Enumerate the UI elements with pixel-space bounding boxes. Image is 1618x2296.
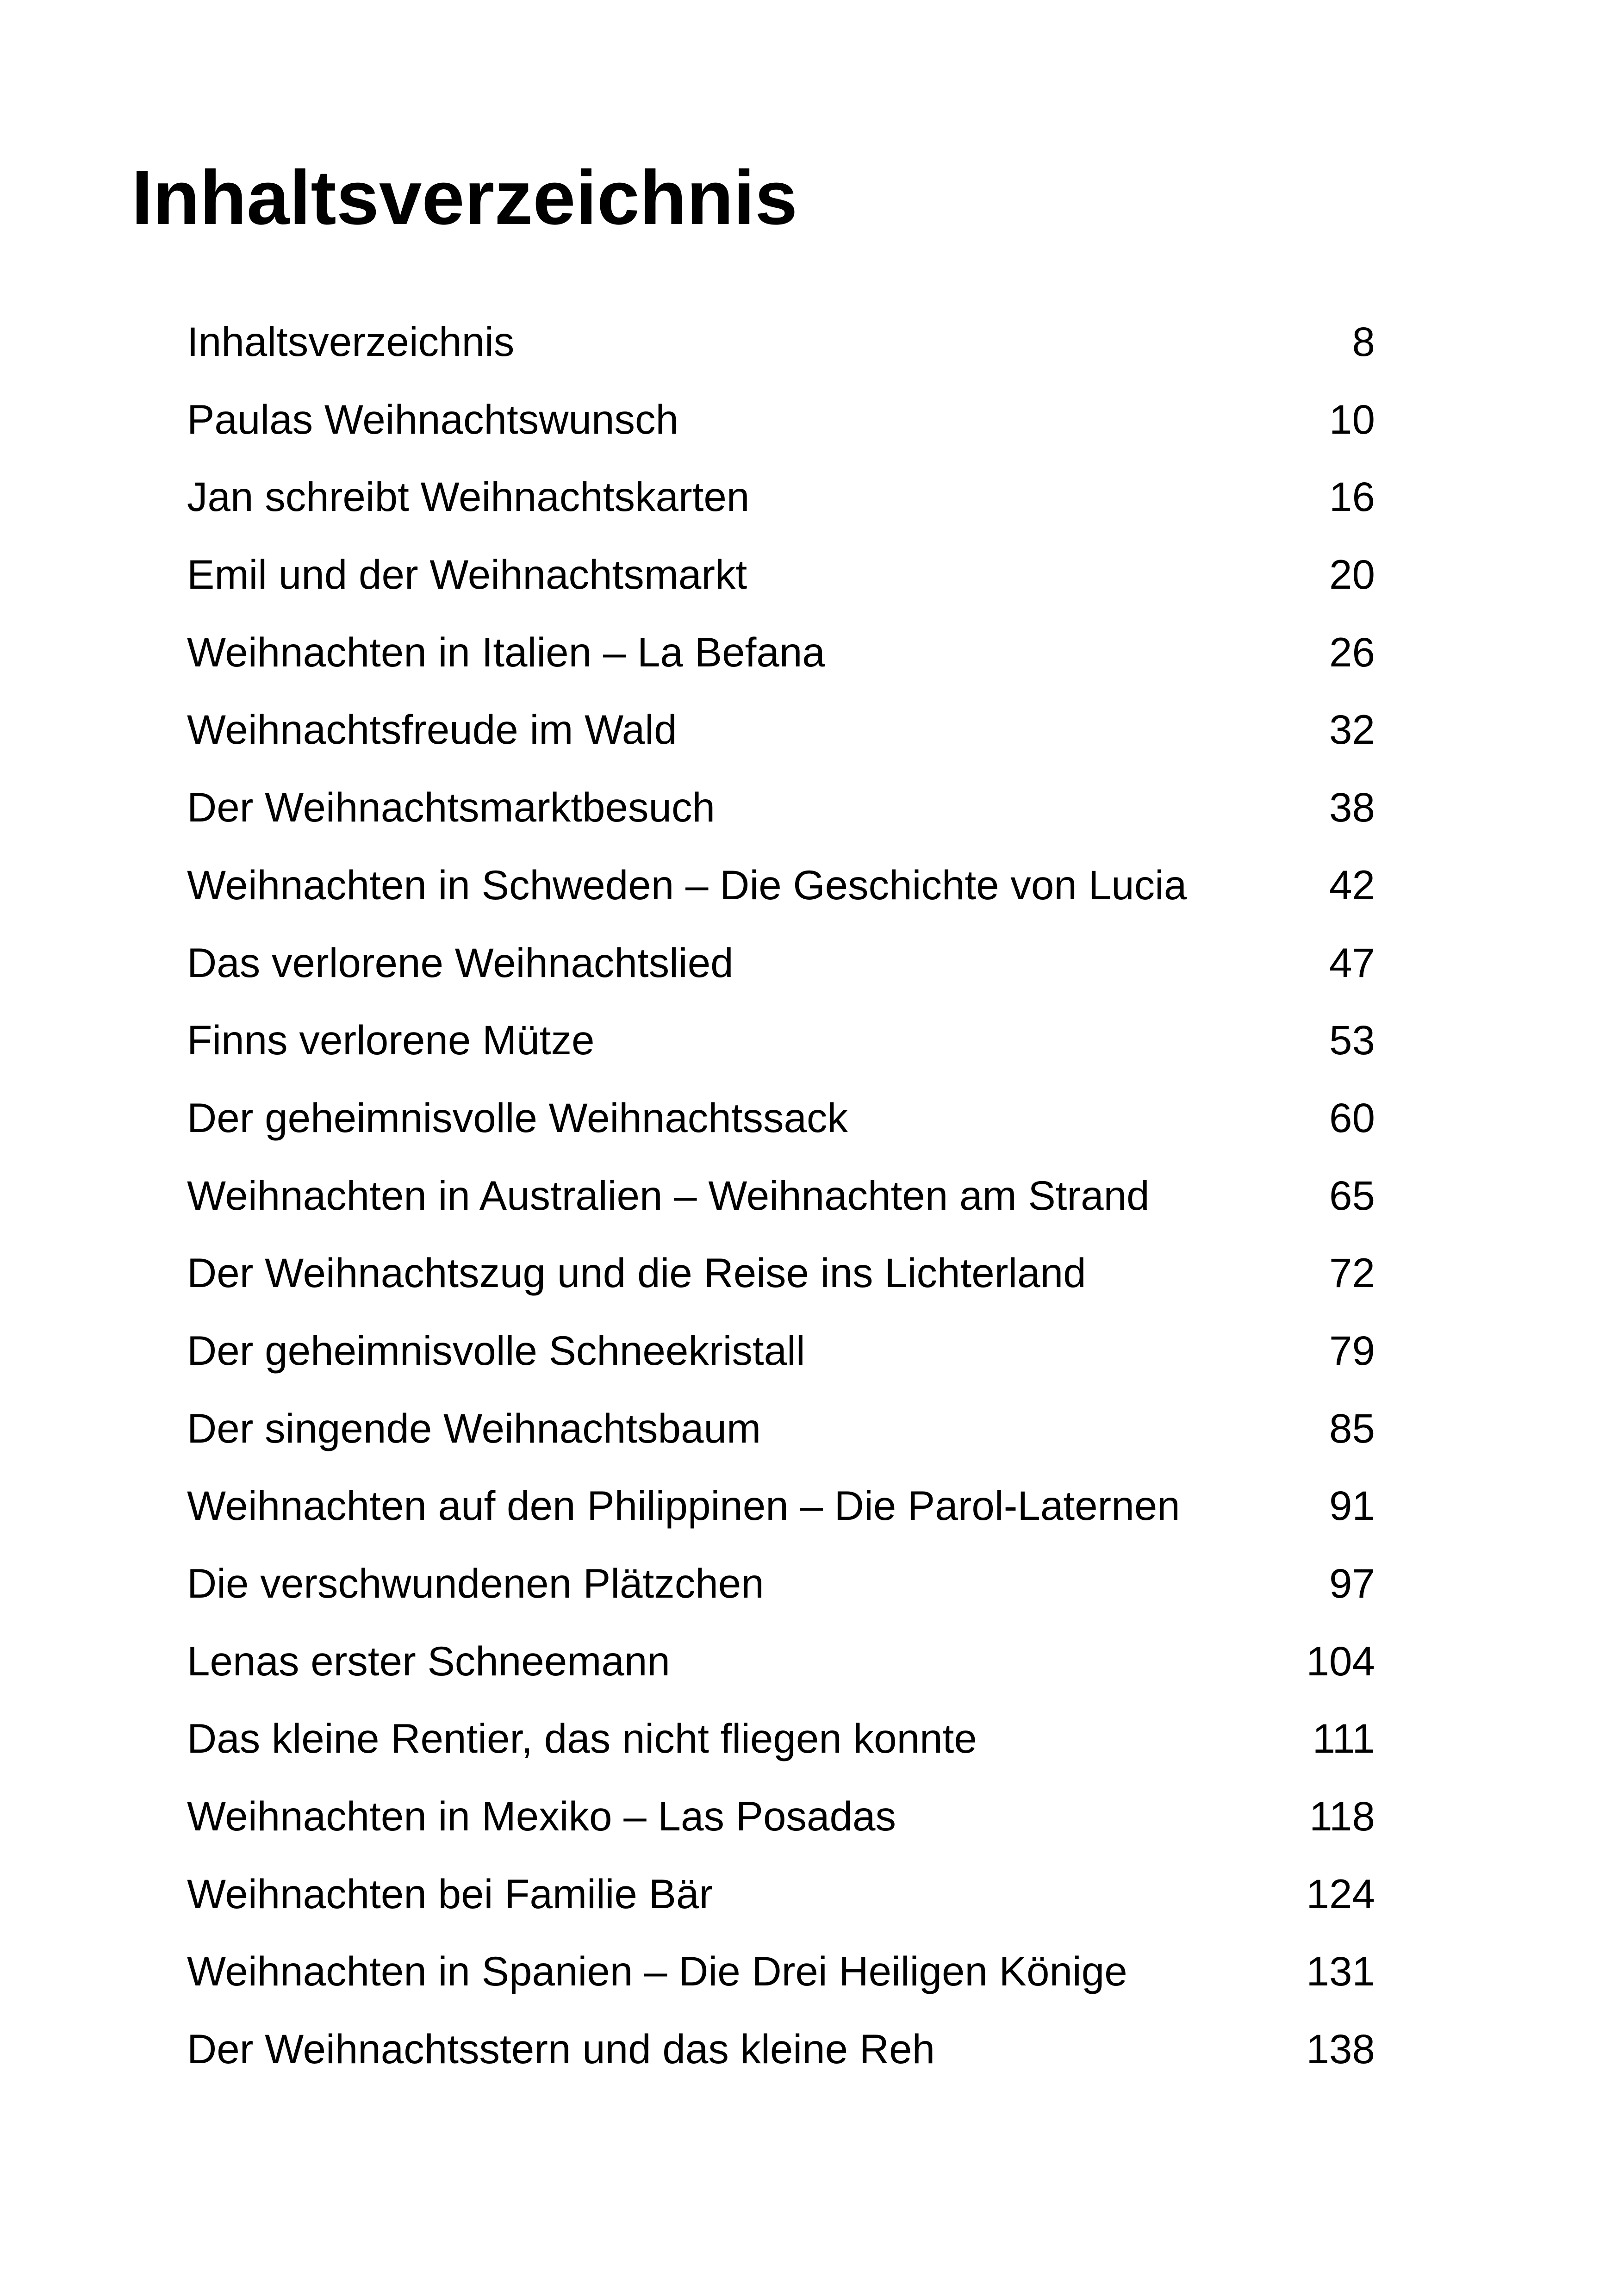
- toc-entry-title: Die verschwundenen Plätzchen: [187, 1560, 764, 1606]
- toc-entry-page: 10: [1329, 396, 1375, 442]
- toc-entry-page: 124: [1306, 1870, 1375, 1917]
- toc-entry: [187, 1312, 1375, 1390]
- toc-entry: [187, 1933, 1375, 2010]
- toc-entry-title: Emil und der Weihnachtsmarkt: [187, 551, 747, 598]
- toc-entry-page: 85: [1329, 1405, 1375, 1451]
- toc-entry-title: Der geheimnisvolle Weihnachtssack: [187, 1094, 848, 1141]
- toc-entry-page: 131: [1306, 1948, 1375, 1995]
- toc-entry-page: 138: [1306, 2026, 1375, 2072]
- toc-entry-page: 118: [1309, 1793, 1375, 1840]
- toc-entry-page: 72: [1329, 1250, 1375, 1296]
- toc-entry-title: Weihnachten in Mexiko – Las Posadas: [187, 1793, 896, 1840]
- toc-entry: [187, 691, 1375, 769]
- toc-entry: [187, 381, 1375, 459]
- toc-entry: [187, 1855, 1375, 1933]
- toc-entry: [187, 1390, 1375, 1468]
- toc-entry-page: 38: [1329, 784, 1375, 831]
- toc-entry-page: 8: [1352, 318, 1375, 365]
- toc-entry-page: 53: [1329, 1017, 1375, 1064]
- table-of-contents: [187, 303, 1375, 2088]
- toc-entry: [187, 458, 1375, 536]
- toc-entry-title: Weihnachten auf den Philippinen – Die Parol-Laternen: [187, 1482, 1180, 1529]
- toc-entry-page: 97: [1329, 1560, 1375, 1606]
- toc-entry-page: 32: [1329, 706, 1375, 753]
- toc-entry-page: 16: [1329, 473, 1375, 520]
- toc-entry-page: 20: [1329, 551, 1375, 598]
- toc-entry-title: Der singende Weihnachtsbaum: [187, 1405, 761, 1451]
- toc-entry: [187, 769, 1375, 846]
- toc-entry-title: Der Weihnachtsstern und das kleine Reh: [187, 2026, 935, 2072]
- toc-entry: [187, 1079, 1375, 1157]
- toc-entry: [187, 1234, 1375, 1312]
- toc-entry-page: 42: [1329, 861, 1375, 908]
- toc-entry-page: 111: [1312, 1715, 1375, 1762]
- toc-entry-title: Der geheimnisvolle Schneekristall: [187, 1327, 805, 1374]
- toc-entry-title: Weihnachten in Italien – La Befana: [187, 628, 825, 675]
- toc-entry-title: Weihnachten in Spanien – Die Drei Heiligen Könige: [187, 1948, 1127, 1995]
- toc-entry-title: Lenas erster Schneemann: [187, 1637, 670, 1684]
- toc-entry-title: Der Weihnachtsmarktbesuch: [187, 784, 716, 831]
- toc-entry: [187, 614, 1375, 691]
- toc-entry-title: Weihnachten in Schweden – Die Geschichte von Lucia: [187, 861, 1187, 908]
- toc-entry-title: Weihnachten bei Familie Bär: [187, 1870, 713, 1917]
- toc-entry-page: 79: [1329, 1327, 1375, 1374]
- toc-entry-page: 91: [1329, 1482, 1375, 1529]
- toc-entry-page: 47: [1329, 939, 1375, 986]
- toc-entry-page: 60: [1329, 1094, 1375, 1141]
- toc-entry-title: Weihnachtsfreude im Wald: [187, 706, 677, 753]
- toc-entry: [187, 924, 1375, 1002]
- toc-entry: [187, 2010, 1375, 2088]
- toc-entry-title: Das kleine Rentier, das nicht fliegen konnte: [187, 1715, 977, 1762]
- toc-entry-title: Finns verlorene Mütze: [187, 1017, 595, 1064]
- toc-entry-title: Der Weihnachtszug und die Reise ins Lichterland: [187, 1250, 1086, 1296]
- toc-entry: [187, 1545, 1375, 1623]
- toc-entry-page: 26: [1329, 628, 1375, 675]
- toc-entry-title: Weihnachten in Australien – Weihnachten am Strand: [187, 1172, 1150, 1219]
- toc-entry: [187, 1467, 1375, 1545]
- toc-entry-page: 104: [1306, 1637, 1375, 1684]
- toc-entry-title: Inhaltsverzeichnis: [187, 318, 515, 365]
- toc-entry: [187, 1778, 1375, 1855]
- toc-entry: [187, 536, 1375, 614]
- toc-entry-title: Paulas Weihnachtswunsch: [187, 396, 679, 442]
- toc-entry: [187, 1623, 1375, 1700]
- toc-entry: [187, 1002, 1375, 1079]
- toc-entry-page: 65: [1329, 1172, 1375, 1219]
- toc-entry: [187, 1700, 1375, 1778]
- toc-entry-title: Das verlorene Weihnachtslied: [187, 939, 734, 986]
- toc-entry: [187, 846, 1375, 924]
- page-title: Inhaltsverzeichnis: [131, 155, 798, 241]
- toc-entry: [187, 303, 1375, 381]
- toc-entry: [187, 1157, 1375, 1235]
- toc-entry-title: Jan schreibt Weihnachtskarten: [187, 473, 750, 520]
